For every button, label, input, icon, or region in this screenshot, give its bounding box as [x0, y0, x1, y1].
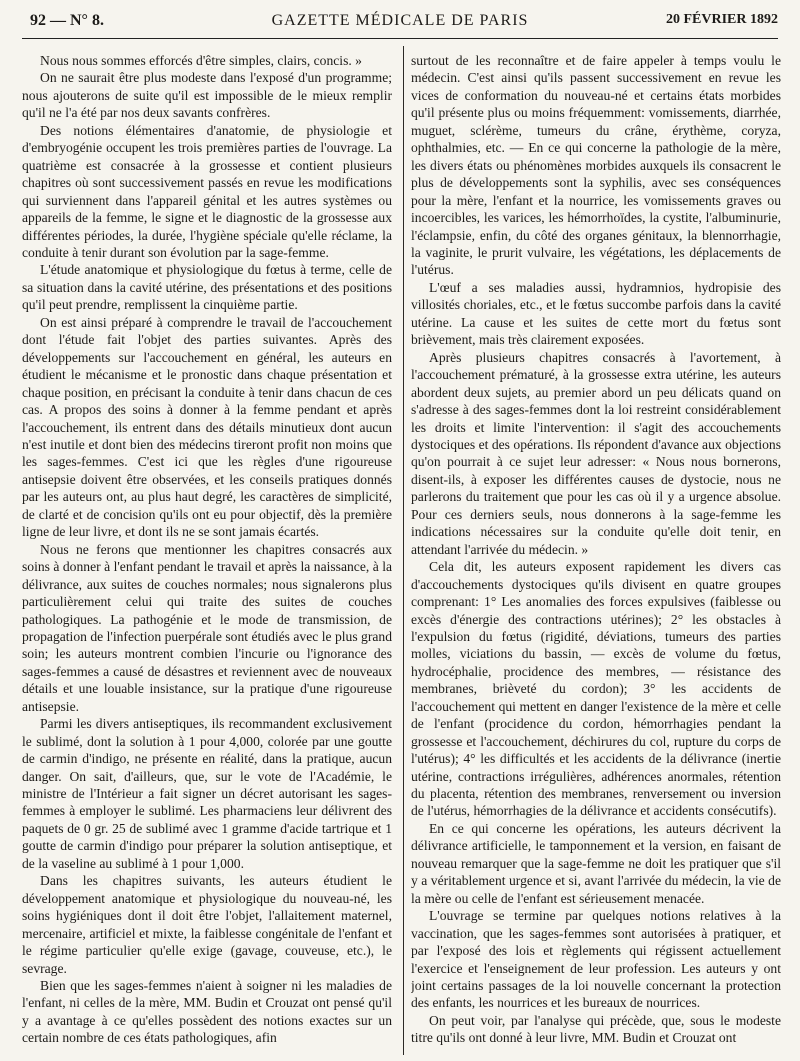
paragraph: Nous ne ferons que mentionner les chapitres consacrés aux soins à donner à l'enfant pendant le travail et après la naissance, à la délivrance, aux suites de couches normales; nous signalerons plus particulièrement celui qui traite des suites de couches pathologiques. La pathogénie et le mode de transmission, de propagation de l'infection puerpérale sont étudiés avec le plus grand soin; les auteurs montrent combien l'incurie ou l'ignorance des sages-femmes a causé de désastres et reviennent avec de nouveaux détails et une louable insistance, sur la pratique d'une rigoureuse antisepsie. — [22, 541, 392, 714]
paragraph: L'ouvrage se termine par quelques notions relatives à la vaccination, que les sages-femmes sont autorisées à pratiquer, et par l'exposé des lois et règlements qui régissent actuellement l'exercice et l'enseignement de leur profession. Les auteurs y ont joint certains passages de la loi nouvelle concernant la protection des enfants, les nourrices et les bureaux de nourrices. — [411, 908, 781, 1011]
left-column — [22, 52, 392, 1057]
journal-title: GAZETTE MÉDICALE DE PARIS — [271, 12, 529, 29]
running-header — [22, 12, 778, 32]
paragraph: On ne saurait être plus modeste dans l'exposé d'un programme; nous ajouterons de suite qu'il est impossible de le mieux remplir qu'il ne l'a été par nos deux savants confrères. — [22, 70, 392, 121]
paragraph: Bien que les sages-femmes n'aient à soigner ni les maladies de l'enfant, ni celles de la mère, MM. Budin et Crouzat ont pensé qu'il y a avantage à ce qu'elles possèdent des notions exactes sur un certain nombre de ces états pathologiques, afin — [22, 978, 392, 1046]
paragraph: Des notions élémentaires d'anatomie, de physiologie et d'embryogénie occupent les trois premières parties de l'ouvrage. La quatrième est consacrée à la grossesse et contient plusieurs chapitres où sont successivement passés en revue les modifications qui surviennent dans l'appareil génital et les autres systèmes ou appareils de la femme, le signe et le diagnostic de la grossesse aux différentes périodes, la durée, l'hygiène spéciale qu'elle réclame, la conduite à tenir durant son évolution par la sage-femme. — [22, 122, 392, 260]
right-column — [411, 52, 781, 1057]
paragraph: Cela dit, les auteurs exposent rapidement les divers cas d'accouchements dystociques qu'ils divisent en quatre groupes comprenant: 1° Les anomalies des forces expulsives (faiblesse ou excès d'énergie des contractions utérines); 2° les obstacles à l'expulsion du fœtus (rigidité, déviations, tumeurs des parties molles, viciations du bassin, — excès de volume du fœtus, hydrocéphalie, procidence des membres, — résistance des membranes, brièveté du cordon); 3° les accidents de l'accouchement qui mettent en danger l'existence de la mère et celle de l'enfant (procidence du cordon, hémorrhagies pendant la grossesse et l'accouchement, déchirures du col, rupture du corps de l'utérus); 4° les difficultés et les accidents de la délivrance (inertie utérine, contractions irrégulières, adhérences anormales, rétention du placenta, rétention des membranes, renversement ou inversion de l'utérus, hémorrhagies de la délivrance et accidents consécutifs). — [411, 559, 781, 819]
paragraph: Après plusieurs chapitres consacrés à l'avortement, à l'accouchement prématuré, à la grossesse extra utérine, les auteurs abordent deux sujets, au premier abord un peu délicats quand on s'adresse à des sages-femmes dont la loi restreint considérablement les droits et limite l'intervention: il s'agit des accouchements dystociques et des opérations. Ils répondent d'avance aux objections qu'on pourrait à ce sujet leur adresser: « Nous nous bornerons, disent-ils, à exposer les différentes causes de dystocie, nous ne parlerons du traitement que pour les cas où il y a urgence absolue. Pour ces derniers seuls, nous donnerons à la sage-femme les indications nécessaires sur la conduite qu'elle doit tenir, en attendant l'arrivée du médecin. » — [411, 349, 781, 557]
paragraph: L'œuf a ses maladies aussi, hydramnios, hydropisie des villosités choriales, etc., et le fœtus succombe parfois dans la cavité utérine. La cause et les suites de cette mort du fœtus sont brièvement, mais très clairement exposées. — [411, 279, 781, 348]
paragraph: Dans les chapitres suivants, les auteurs étudient le développement anatomique et physiologique du nouveau-né, les soins hygiéniques dont il doit être l'objet, l'allaitement maternel, mercenaire, artificiel et mixte, la faiblesse congénitale de l'enfant et le régime particulier qu'elle exige (gavage, couveuse, etc.), le sevrage. — [22, 873, 392, 976]
paragraph: Parmi les divers antiseptiques, ils recommandent exclusivement le sublimé, dont la solution à 1 pour 4,000, colorée par une goutte de carmin d'indigo, ne présente en réalité, dans la pratique, aucun danger. On sait, d'ailleurs, que, sur le vote de l'Académie, le ministre de l'Intérieur a fait signer un décret autorisant les sages-femmes à employer le sublimé. Les pharmaciens leur délivrent des paquets de 0 gr. 25 de sublimé avec 1 gramme d'acide tartrique et 1 goutte de carmin d'indigo pour préparer la solution antiseptique, et de la vaseline au sublimé à 1 pour 1,000. — [22, 716, 392, 871]
paragraph: On est ainsi préparé à comprendre le travail de l'accouchement dont l'étude fait l'objet des parties suivantes. Après des développements sur l'accouchement en général, les auteurs en étudient le mécanisme et le pronostic dans chaque présentation et chaque position, en précisant la conduite à tenir dans chacun de ces cas. A propos des soins à donner à la femme pendant et après l'accouchement, ils entrent dans des détails minutieux dont aucun n'est inutile et dont bien des médecins tireront profit non moins que les sages-femmes. C'est ici que les règles d'une rigoureuse antisepsie doivent être observées, et les conseils pratiques donnés par les auteurs ont, au plus haut degré, les caractères de simplicité, de clarté et de concision qu'ils ont eu pour objectif, dès la première ligne de leur livre, et dont ils ne se sont jamais écartés. — [22, 314, 392, 540]
header-rule — [22, 38, 778, 39]
paragraph: On peut voir, par l'analyse qui précède, que, sous le modeste titre qu'ils ont donné à leur livre, MM. Budin et Crouzat ont — [411, 1012, 781, 1046]
issue-date: 20 FÉVRIER 1892 — [665, 12, 778, 27]
paragraph: L'étude anatomique et physiologique du fœtus à terme, celle de sa situation dans la cavité utérine, des présentations et des positions qu'il peut prendre, remplissent la cinquième partie. — [22, 262, 392, 313]
paragraph: Nous nous sommes efforcés d'être simples, clairs, concis. » — [40, 53, 362, 68]
paragraph: surtout de les reconnaître et de faire appeler à temps voulu le médecin. C'est ainsi qu'ils passent successivement en revue les vices de conformation du nouveau-né et certains états morbides qu'il présente plus ou moins fréquemment: vomissements, diarrhée, muguet, sclérème, tumeurs du crâne, érythème, coryza, ophthalmies, etc. — En ce qui concerne la pathologie de la mère, les divers états ou phénomènes morbides auxquels ils consacrent le plus de développements sont la syphilis, avec ses conséquences pour la mère, l'enfant et la nourrice, les vomissements graves ou incoercibles, les varices, les hémorrhoïdes, la cystite, l'albuminurie, l'éclampsie, enfin, du côté des organes génitaux, la blennorrhagie, la vaginite, le prurit vulvaire, les végétations, les déplacements de l'utérus. — [411, 53, 781, 278]
column-divider — [403, 46, 404, 1055]
paragraph: En ce qui concerne les opérations, les auteurs décrivent la délivrance artificielle, le tamponnement et la version, en faisant de nouveau remarquer que la sage-femme ne doit les pratiquer que s'il y a véritablement urgence et si, avant l'arrivée du médecin, la vie de la mère ou celle de l'enfant est sérieusement menacée. — [411, 820, 781, 906]
page-number: 92 — N° 8. — [30, 12, 104, 29]
